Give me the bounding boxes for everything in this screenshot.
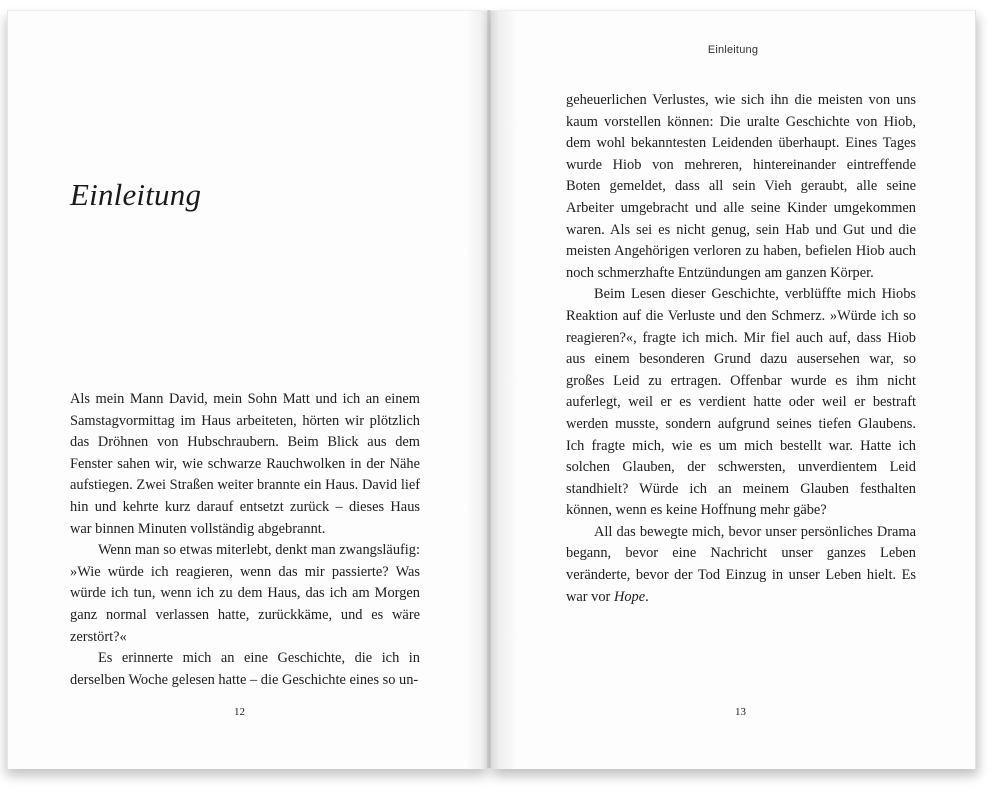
right-paragraph-3-end: . xyxy=(645,588,649,605)
right-page-gutter-shadow xyxy=(491,11,517,769)
right-paragraph-2: Beim Lesen dieser Geschichte, verblüffte mich Hiobs Reaktion auf die Verluste und den Schmerz. »Würde ich so reagieren?«, fragte ich mich. Mir fiel auch auf, dass Hiob aus einem besonderen Grund dazu ausersehen war, so großes Leid zu ertragen. Offenbar wurde es ihm nicht auferlegt, weil er es verdient hatte oder weil er bestraft werden musste, sondern aufgrund seines tiefen Glaubens. Ich fragte mich, wie es um mich bestellt war. Hatte ich solchen Glauben, der schwersten, unverdientem Leid standhielt? Würde ich an meinem Glauben festhalten können, wenn es keine Hoffnung mehr gäbe? xyxy=(566,286,916,519)
right-page-body xyxy=(566,90,916,608)
right-paragraph-3-text: All das bewegte mich, bevor unser persönliches Drama begann, bevor eine Nachricht unser ganzes Leben veränderte, bevor der Tod Einzug in unser Leben hielt. Es war vor xyxy=(566,523,916,605)
left-page-gutter-shadow xyxy=(466,11,488,769)
right-paragraph-3 xyxy=(566,522,916,608)
right-page xyxy=(491,10,976,769)
book-title-italic: Hope xyxy=(613,588,646,605)
left-paragraph-2: Wenn man so etwas miterlebt, denkt man zwangsläufig: »Wie würde ich reagieren, wenn das mir passierte? Was würde ich tun, wenn ich zu dem Haus, das ich am Morgen ganz normal verlassen hatte, zurückkäme, und es wäre zerstört?« xyxy=(70,542,420,645)
left-page xyxy=(7,10,488,769)
left-paragraph-1: Als mein Mann David, mein Sohn Matt und ich an einem Samstagvormittag im Haus arbeiteten, hörten wir plötzlich das Dröhnen von Hubschraubern. Beim Blick aus dem Fenster sahen wir, wie schwarze Rauchwolken in der Nähe aufstiegen. Zwei Straßen weiter brannte ein Haus. David lief hin und kehrte kurz darauf entsetzt zurück – dieses Haus war binnen Minuten vollständig abgebrannt. xyxy=(70,391,420,537)
running-head: Einleitung xyxy=(707,44,759,56)
page-number-right: 13 xyxy=(735,706,746,718)
right-paragraph-1: geheuerlichen Verlustes, wie sich ihn die meisten von uns kaum vorstellen können: Die uralte Geschichte von Hiob, dem wohl bekanntesten Leidenden überhaupt. Eines Tages wurde Hiob von mehreren, hintereinander eintreffende Boten gemeldet, dass all sein Vieh geraubt, alle seine Arbeiter umgebracht und alle seine Kinder umgekommen waren. Als sei es nicht genug, sein Hab und Gut und die meisten Angehörigen verloren zu haben, befielen Hiob auch noch schmerzhafte Entzündungen am ganzen Körper. xyxy=(566,92,916,281)
left-paragraph-3: Es erinnerte mich an eine Geschichte, die ich in derselben Woche gelesen hatte – die Geschichte eines so un- xyxy=(70,650,420,688)
chapter-title: Einleitung xyxy=(70,177,202,212)
left-page-body xyxy=(70,389,420,691)
page-number-left: 12 xyxy=(234,706,245,718)
